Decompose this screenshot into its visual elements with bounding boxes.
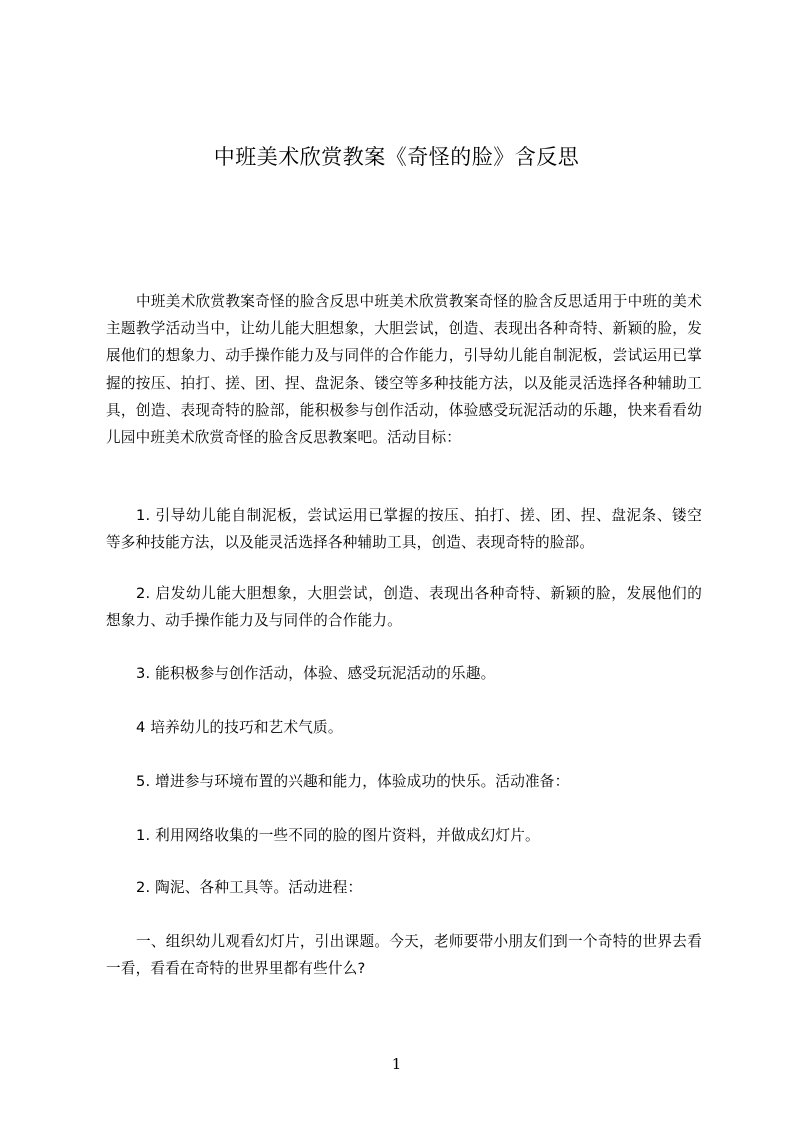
objective-5-paragraph: 5. 增进参与环境布置的兴趣和能力，体验成功的快乐。活动准备： xyxy=(136,773,570,790)
preparation-2-paragraph: 2. 陶泥、各种工具等。活动进程： xyxy=(136,879,363,896)
document-title: 中班美术欣赏教案《奇怪的脸》含反思 xyxy=(213,145,580,169)
process-step-1-paragraph: 一、组织幼儿观看幻灯片，引出课题。今天，老师要带小朋友们到一个奇特的世界去看一看，看看在奇特的世界里都有些什么? xyxy=(106,933,702,978)
page-number: 1 xyxy=(391,1055,402,1073)
objective-2-paragraph: 2. 启发幼儿能大胆想象，大胆尝试，创造、表现出各种奇特、新颖的脸，发展他们的想象力、动手操作能力及与同伴的合作能力。 xyxy=(106,585,702,630)
preparation-1-paragraph: 1. 利用网络收集的一些不同的脸的图片资料，并做成幻灯片。 xyxy=(136,827,540,844)
objective-3-paragraph: 3. 能积极参与创作活动，体验、感受玩泥活动的乐趣。 xyxy=(136,665,496,682)
intro-paragraph: 中班美术欣赏教案奇怪的脸含反思中班美术欣赏教案奇怪的脸含反思适用于中班的美术主题教学活动当中，让幼儿能大胆想象，大胆尝试，创造、表现出各种奇特、新颖的脸，发展他们的想象力、动手操作能力及与同伴的合作能力，引导幼儿能自制泥板，尝试运用已掌握的按压、拍打、搓、团、捏、盘泥条、镂空等多种技能方法，以及能灵活选择各种辅助工具，创造、表现奇特的脸部，能积极参与创作活动，体验感受玩泥活动的乐趣，快来看看幼儿园中班美术欣赏奇怪的脸含反思教案吧。活动目标： xyxy=(106,293,702,447)
objective-1-paragraph: 1. 引导幼儿能自制泥板，尝试运用已掌握的按压、拍打、搓、团、捏、盘泥条、镂空等多种技能方法，以及能灵活选择各种辅助工具，创造、表现奇特的脸部。 xyxy=(106,507,702,552)
objective-4-paragraph: 4 培养幼儿的技巧和艺术气质。 xyxy=(136,719,343,736)
